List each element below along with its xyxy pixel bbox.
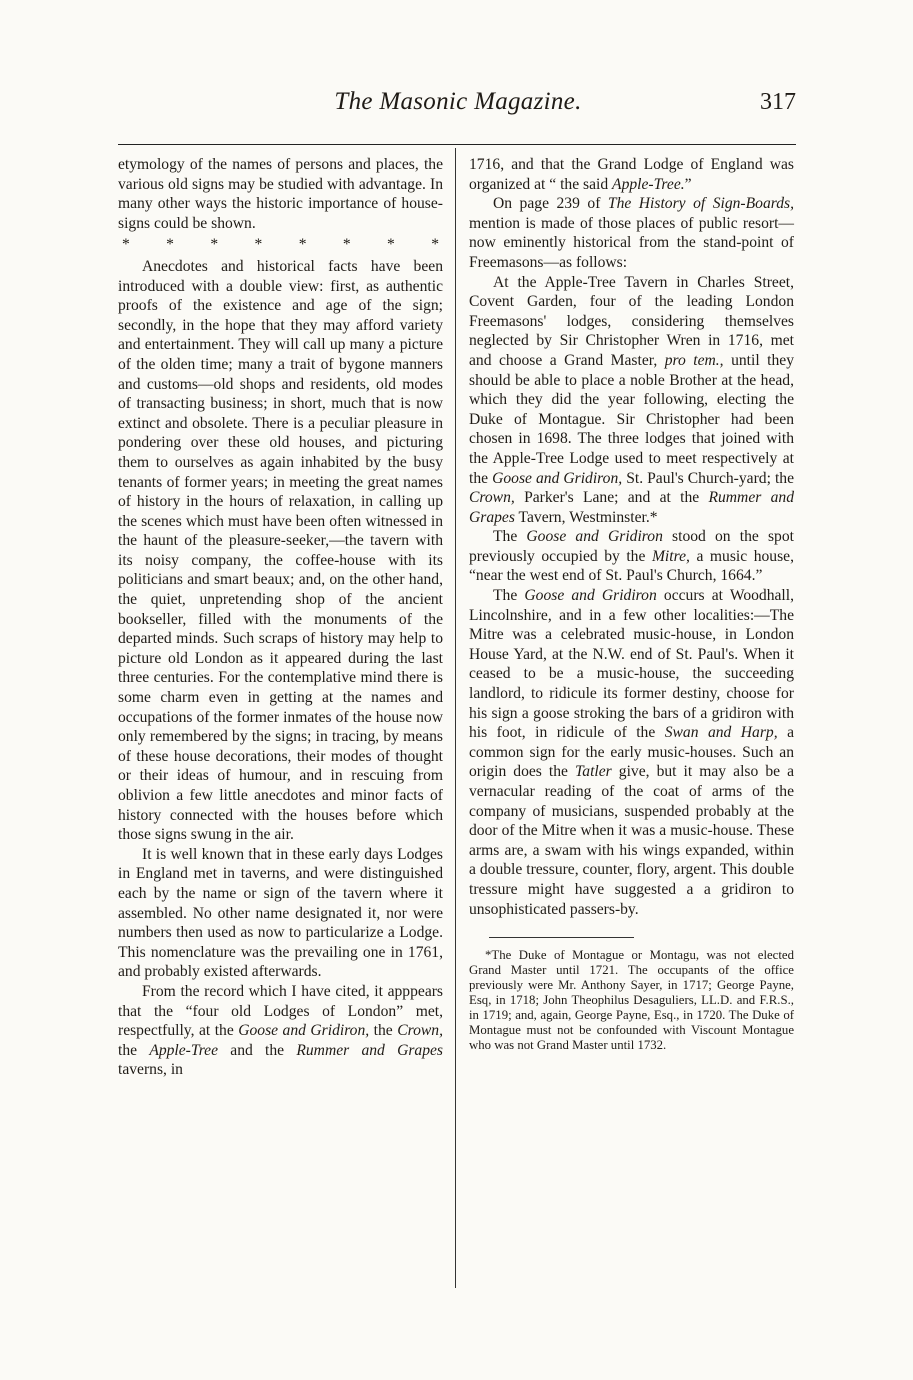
paragraph: Anecdotes and historical facts have been introduced with a double view: first, as authentic proofs of the existence and age of the sign; secondly, in the hope that they may afford variety and entertainment. They will call up many a picture of the olden time; many a trait of bygone manners and customs—old shops and residents, old modes of transacting business; in short, much that is now extinct and obsolete. There is a peculiar pleasure in pondering over these old houses, and picturing them to ourselves as again inhabited by the busy tenants of former years; in meeting the great names of history in the hours of relaxation, in calling up the scenes which must have been often witnessed in the haunt of the pleasure-seeker,—the tavern with its noisy company, the coffee-house with its politicians and smart beaux; and, on the other hand, the quiet, unpretending shop of the ancient bookseller, filled with the monuments of the departed minds. Such scraps of history may help to picture old London as it appeared during the last three centuries. For the contemplative mind there is some charm even in getting at the names and occupations of the former inmates of the house now only remembered by the signs; in tracing, by means of these house decorations, their modes of thought or their ideas of humour, and in rescuing from oblivion a few little anecdotes and minor facts of history connected with the houses before which those signs swung in the air.	[118, 257, 443, 844]
asterisk: *	[254, 236, 263, 254]
paragraph: 1716, and that the Grand Lodge of England was organized at “ the said Apple-Tree.”	[469, 156, 794, 193]
right-column	[469, 155, 794, 1053]
asterisk: *	[387, 236, 395, 254]
running-header	[118, 88, 798, 128]
asterisk: *	[431, 236, 439, 254]
left-column	[118, 155, 443, 1080]
paragraph: It is well known that in these early days Lodges in England met in taverns, and were distinguished each by the name or sign of the tavern where it assembled. No other name designated it, nor were numbers then used as now to particularize a Lodge. This nomenclature was the prevailing one in 1761, and probably existed afterwards.	[118, 845, 443, 981]
footnote: *The Duke of Montague or Montagu, was not elected Grand Master until 1721. The occupants of the office previously were Mr. Anthony Sayer, in 1717; George Payne, Esq, in 1718; John Theophilus Desaguliers, LL.D. and F.R.S., in 1719; and, again, George Payne, Esq., in 1720. The Duke of Montague must not be confounded with Viscount Montague who was not Grand Master until 1732.	[469, 948, 794, 1053]
asterisk: *	[342, 236, 351, 254]
asterisk: *	[298, 236, 307, 254]
paragraph: At the Apple-Tree Tavern in Charles Street, Covent Garden, four of the leading London Freemasons' lodges, considering themselves neglected by Sir Christopher Wren in 1716, met and choose a Grand Master, pro tem., until they should be able to place a noble Brother at the head, which they did the year following, electing the Duke of Montague. Sir Christopher had been chosen in 1698. The three lodges that joined with the Apple-Tree Lodge used to meet respectively at the Goose and Gridiron, St. Paul's Church-yard; the Crown, Parker's Lane; and at the Rummer and Grapes Tavern, Westminster.*	[469, 273, 794, 526]
section-break	[118, 235, 443, 255]
paragraph: On page 239 of The History of Sign-Boards, mention is made of those places of public resort—now eminently historical from the stand-point of Freemasons—as follows:	[469, 195, 794, 271]
asterisk: *	[210, 236, 219, 254]
header-rule	[118, 144, 796, 145]
footnote-rule	[489, 937, 634, 938]
column-divider	[455, 148, 456, 1288]
paragraph: From the record which I have cited, it apppears that the “four old Lodges of London” met, respectfully, at the Goose and Gridiron, the Crown, the Apple-Tree and the Rummer and Grapes taverns, in	[118, 982, 444, 1079]
asterisk: *	[166, 236, 174, 254]
paragraph: The Goose and Gridiron stood on the spot previously occupied by the Mitre, a music house, “near the west end of St. Paul's Church, 1664.”	[469, 528, 794, 585]
page-number: 317	[760, 89, 796, 115]
paragraph: etymology of the names of persons and places, the various old signs may be studied with advantage. In many other ways the historic importance of house-signs could be shown.	[118, 156, 443, 232]
journal-title: The Masonic Magazine.	[334, 88, 582, 115]
paragraph: The Goose and Gridiron occurs at Woodhall, Lincolnshire, and in a few other localities:—The Mitre was a celebrated music-house, in London House Yard, at the N.W. end of St. Paul's. When it ceased to be a music-house, the succeeding landlord, to ridicule its former destiny, choose for his sign a goose stroking the bars of a gridiron with his foot, in ridicule of the Swan and Harp, a common sign for the early music-houses. Such an origin does the Tatler give, but it may also be a vernacular reading of the coat of arms of the company of musicians, suspended probably at the door of the Mitre when it was a music-house. These arms are, a swam with his wings expanded, within a double tressure, counter, flory, argent. This double tressure might have suggested a a gridiron to unsophisticated passers-by.	[469, 587, 795, 918]
asterisk: *	[122, 236, 130, 254]
